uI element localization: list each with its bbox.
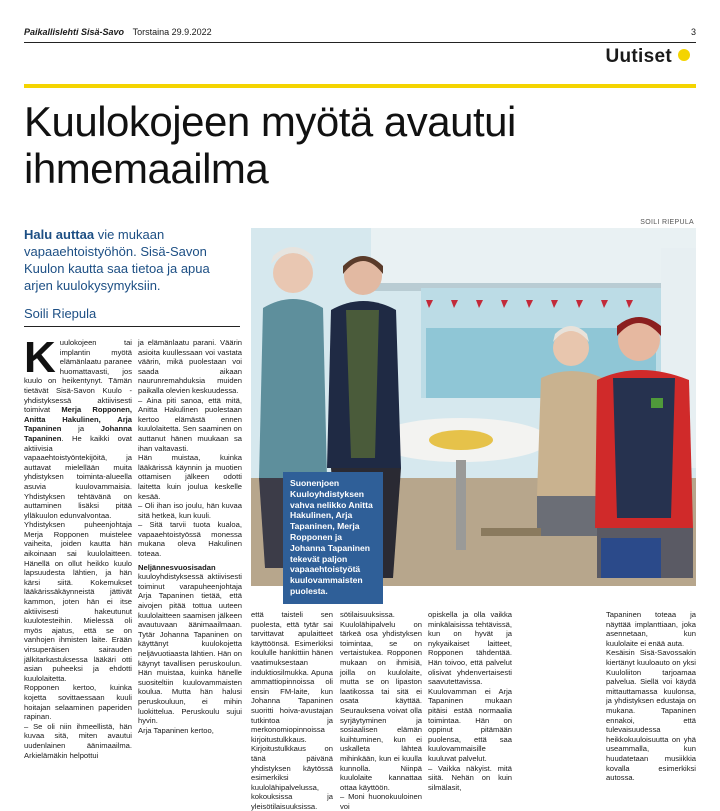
byline-rule xyxy=(24,326,240,327)
article-headline: Kuulokojeen myötä avautui ihmemaailma xyxy=(24,98,516,192)
drop-cap: K xyxy=(24,333,56,382)
paragraph: Arja Tapaninen kertoo, xyxy=(138,725,214,735)
paragraph: – Sitä tarvii tuota kualoa, vapaaehtoistyössä monessa mukana oleva Hakulinen toteaa. xyxy=(138,520,242,559)
header-rule xyxy=(24,42,696,43)
paragraph: että taisteli sen puolesta, että tytär sai tarvittavat apulaitteet käyttöönsä. Esimerkiksi koululle hankittiin hänen vaatimuksestaan induktiosilmukka. Apuna ammattiopinnoissa oli ensin FM-laite, kun Johanna Tapaninen suoritti hoiva-avustajan tutkintoa ja merkonomiopinnoissa kirjoitustulkkaus. xyxy=(251,610,333,744)
paragraph: Kuulolähipalvelu on tärkeä osa yhdistyksen toimintaa, se on vertaistukea. Ropponen mukaan on ihmisiä, joilla on kuulolaite, mutta se on lipaston laatikossa tai sitä ei osata käyttää. Seurauksena voivat olla syrjäytyminen ja sosiaalisen elämän kuihtuminen, kun ei uskalleta lähteä mihinkään, kun ei kuulla kunnolla. Niinpä kuulolaite kannattaa ottaa käyttöön. xyxy=(340,619,422,792)
section-title: Uutiset xyxy=(605,46,672,67)
page-header xyxy=(24,27,696,41)
body-column-2 xyxy=(138,338,242,774)
paragraph: ja elämänlaatu parani. Väärin asioita kuullessaan voi vastata väärin, mikä puolestaan voi saada aikaan naurunremahduksia muiden paikalla olevien keskuudessa. xyxy=(138,338,242,395)
paragraph: sötilaisuuksissa. xyxy=(340,610,395,619)
body-column-1 xyxy=(24,333,132,774)
paragraph: Kuulovamman ei Arja Tapaninen mukaan pitäisi estää normaalia toimintaa. Hän on oppinut pitämään puolensa, että saa kuulovammaisille kuuluvat palvelut. xyxy=(428,686,512,763)
body-column-3 xyxy=(251,610,333,811)
body-column-5 xyxy=(428,610,512,792)
paragraph: – Moni huonokuuloinen voi xyxy=(340,792,422,811)
section-accent-bar xyxy=(24,84,696,88)
issue-date: Torstaina 29.9.2022 xyxy=(132,27,212,37)
paragraph: Ropponen kertoo, kuinka kojetta sovittaessaan kuuli hoitajan selaaminen paperiden rapinan. xyxy=(24,683,132,722)
paragraph: Neljännesvuosisadan kuuloyhdistyksessä aktiivisesti toiminut varapuheenjohtaja Arja Tapaninen tietää, että aivojen pitää tottua uuteen kuulolaitteen saamisen jälkeen avautuvaan äänimaailmaan. Tytär Johanna Tapaninen on käyttänyt kuulokojetta neljävuotiaasta lähtien. Hän on käynyt tavallisen peruskoulun. Hän muistaa, kuinka hänelle suositeltiin kuulovammaisten koulua. Mutta hän halusi peruskouluun, ei mihin luokittelua. Peruskoulu sujui hyvin. xyxy=(138,562,242,726)
paragraph: Kirjoitustulkkaus on tänä päivänä yhdistyksen käytössä esimerkiksi kuulolähipalvelussa, kokouksissa ja yleisötilaisuuksissa. xyxy=(251,744,333,811)
yellow-dot-icon xyxy=(678,49,690,61)
paragraph: – Se oli niin ihmeellistä, hän kuvaa sitä, miten avautui uudenlainen äänimaailma. Arkielämäkin helpottui xyxy=(24,721,132,760)
paragraph: – Aina piti sanoa, että mitä, Anitta Hakulinen puolestaan kertoo elämästä ennen kuulolaitetta. Sen saaminen on auttanut hänen muukaan sa ihan valtavasti. xyxy=(138,395,242,453)
paragraph: Yhdistyksen puheenjohtaja Merja Ropponen muistelee vaiheita, joiden kautta hän aikoinaan sai kuulolaitteen. Hänellä on ollut heikko kuulo lapsuudesta lähtien, ja hän kärsi siitä. Kokemukset lääkärissäkäynneistä jättivät kammon, joten hän ei itse aktiivisesti hakeutunut kuulotesteihin. Mielessä oli myös ajatus, että se on vanhojen ihmisten laite. Erään virsuperäisen sairauden jälkitarkastuksessa lääkäri otti asian puheeksi ja ehdotti kuulolaitetta. xyxy=(24,520,132,683)
paragraph: Tapaninen toteaa ja näyttää implanttiaan, joka asennetaan, kun kuulolaite ei enää auta. xyxy=(606,610,696,648)
paragraph: – Oli ihan iso joulu, hän kuvaa sitä hetkeä, kun kuuli. xyxy=(138,501,242,520)
paragraph: – Vaikka näkyist. mitä siitä. Nehän on kuin silmälasit, xyxy=(428,763,512,792)
photo-credit: SOILI RIEPULA xyxy=(640,219,694,226)
publication-name: Paikallislehti Sisä-Savo xyxy=(24,27,125,37)
article-lead xyxy=(24,226,240,294)
paragraph: Kesäisin Sisä-Savossakin kiertänyt kuuloauto on yksi Kuuloliiton tarjoamaa palvelua. Siellä voi käydä mittauttamassa kuulonsa, ja yhdistyksen edustaja on mukana. Tapaninen ennakoi, että tulevaisuudessa heikkokuuloisuutta on yhä useammalla, kun huudatetaan musiikkia kovalla esimerkiksi autossa. xyxy=(606,648,696,783)
paragraph: Kuulokojeen tai implantin myötä elämänlaatu paranee huomattavasti, jos kuulo on heikentynyt. Tämän tietävät Sisä-Savon Kuulo -yhdistyksessä aktiivisesti toimivat Merja Ropponen, Anitta Hakulinen, Arja Tapaninen ja Johanna Tapaninen. He kaikki ovat aktiivisia vapaaehtoistyöntekijöitä, ja auttavat mielellään muita yhdistyksen toiminta-alueella asuvia kuulovammaisia. Yhdistyksen tehtävänä on auttaminen lisäksi pitää ylläkuulon edunvalvontaa. xyxy=(24,333,132,520)
lead-bold: Halu auttaa xyxy=(24,227,95,242)
lead-text: vie mukaan vapaaehtoistyöhön. Sisä-Savon Kuulon kautta saa tietoa ja apua arjen kuulokysymyksiin. xyxy=(24,227,210,293)
section-label xyxy=(606,46,691,68)
body-column-4 xyxy=(340,610,422,811)
byline: Soili Riepula xyxy=(24,306,97,321)
body-column-6 xyxy=(606,610,696,783)
paragraph: Hän muistaa, kuinka lääkärissä käynnin ja muotien ottamisen jälkeen odotti laitetta kuin joulua keskelle kesää. xyxy=(138,453,242,501)
paragraph: opiskella ja olla vaikka minkälaisissa tehtävissä, kun on hyvät ja nykyaikaiset laitteet, Ropponen tähdentää. Hän toivoo, että palvelut olisivat yhdenvertaisesti saavutettavissa. xyxy=(428,610,512,687)
page-number: 3 xyxy=(690,27,696,37)
photo-caption: Suonenjoen Kuuloyhdistyksen vahva nelikko Anitta Hakulinen, Arja Tapaninen, Merja Ropponen ja Johanna Tapaninen tekevät paljon vapaaehtoistyötä kuulovammaisten puolesta. xyxy=(283,472,383,604)
